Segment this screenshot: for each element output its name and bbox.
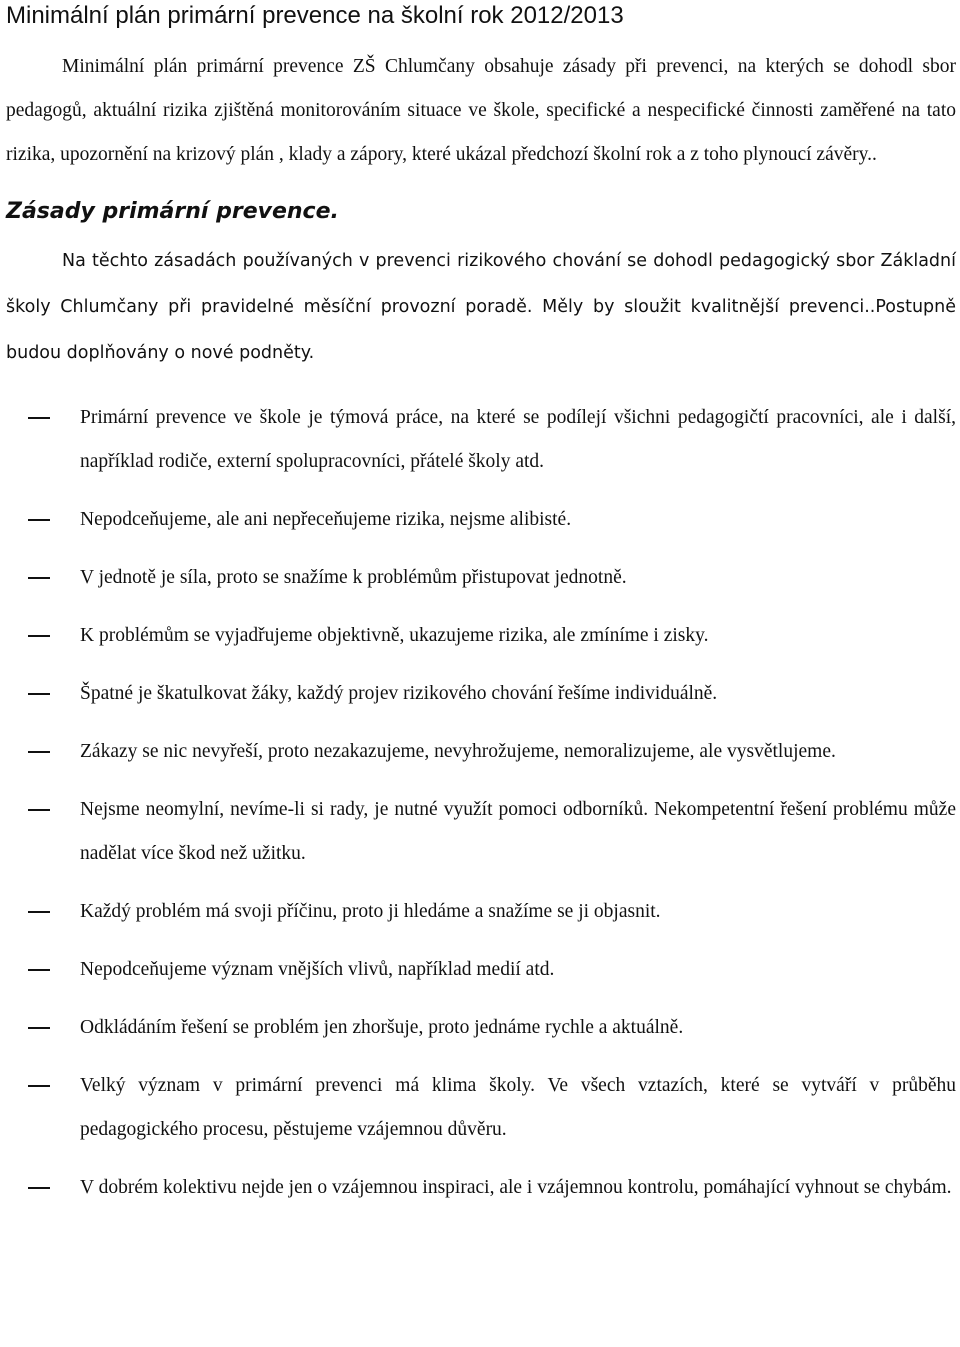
list-item-text: Špatné je škatulkovat žáky, každý projev rizikového chování řešíme individuálně. xyxy=(80,683,718,704)
dash-bullet-icon xyxy=(28,577,50,579)
list-item xyxy=(6,1064,956,1152)
dash-bullet-icon xyxy=(28,1085,50,1087)
dash-bullet-icon xyxy=(28,911,50,913)
dash-bullet-icon xyxy=(28,635,50,637)
section-heading: Zásady primární prevence. xyxy=(6,199,339,224)
list-item xyxy=(6,556,956,600)
list-item-text: Zákazy se nic nevyřeší, proto nezakazujeme, nevyhrožujeme, nemoralizujeme, ale vysvětlujeme. xyxy=(80,741,836,762)
list-item xyxy=(6,788,956,876)
list-item-text: Odkládáním řešení se problém jen zhoršuje, proto jednáme rychle a aktuálně. xyxy=(80,1017,684,1038)
list-item xyxy=(6,1006,956,1050)
list-item-text: Nejsme neomylní, nevíme-li si rady, je nutné využít pomoci odborníků. Nekompetentní řešení problému může nadělat více škod než užitku. xyxy=(80,799,956,864)
list-item xyxy=(6,730,956,774)
list-item xyxy=(6,672,956,716)
list-item xyxy=(6,396,956,484)
document-title: Minimální plán primární prevence na školní rok 2012/2013 xyxy=(6,2,624,29)
section-paragraph: Na těchto zásadách používaných v prevenci rizikového chování se dohodl pedagogický sbor Základní školy Chlumčany při pravidelné měsíční provozní poradě. Měly by sloužit kvalitnější prevenci..Postupně budou doplňovány o nové podněty. xyxy=(6,251,956,363)
intro-paragraph: Minimální plán primární prevence ZŠ Chlumčany obsahuje zásady při prevenci, na kterých se dohodl sbor pedagogů, aktuální rizika zjištěná monitorováním situace ve škole, specifické a nespecifické činnosti zaměřené na tato rizika, upozornění na krizový plán , klady a zápory, které ukázal předchozí školní rok a z toho plynoucí závěry.. xyxy=(6,56,956,165)
list-item xyxy=(6,890,956,934)
list-item-text: Každý problém má svoji příčinu, proto ji hledáme a snažíme se ji objasnit. xyxy=(80,901,661,922)
dash-bullet-icon xyxy=(28,1027,50,1029)
list-item xyxy=(6,948,956,992)
principles-list xyxy=(6,396,956,1210)
list-item xyxy=(6,1166,956,1210)
dash-bullet-icon xyxy=(28,519,50,521)
dash-bullet-icon xyxy=(28,809,50,811)
dash-bullet-icon xyxy=(28,751,50,753)
list-item xyxy=(6,614,956,658)
list-item-text: V jednotě je síla, proto se snažíme k problémům přistupovat jednotně. xyxy=(80,567,627,588)
dash-bullet-icon xyxy=(28,969,50,971)
dash-bullet-icon xyxy=(28,417,50,419)
list-item-text: K problémům se vyjadřujeme objektivně, ukazujeme rizika, ale zmíníme i zisky. xyxy=(80,625,709,646)
dash-bullet-icon xyxy=(28,693,50,695)
list-item-text: V dobrém kolektivu nejde jen o vzájemnou inspiraci, ale i vzájemnou kontrolu, pomáhající vyhnout se chybám. xyxy=(80,1177,952,1198)
list-item-text: Nepodceňujeme, ale ani nepřeceňujeme rizika, nejsme alibisté. xyxy=(80,509,572,530)
list-item-text: Velký význam v primární prevenci má klima školy. Ve všech vztazích, které se vytváří v průběhu pedagogického procesu, pěstujeme vzájemnou důvěru. xyxy=(80,1075,956,1140)
dash-bullet-icon xyxy=(28,1187,50,1189)
list-item-text: Primární prevence ve škole je týmová práce, na které se podílejí všichni pedagogičtí pracovníci, ale i další, například rodiče, externí spolupracovníci, přátelé školy atd. xyxy=(80,407,956,472)
list-item xyxy=(6,498,956,542)
list-item-text: Nepodceňujeme význam vnějších vlivů, například medií atd. xyxy=(80,959,555,980)
